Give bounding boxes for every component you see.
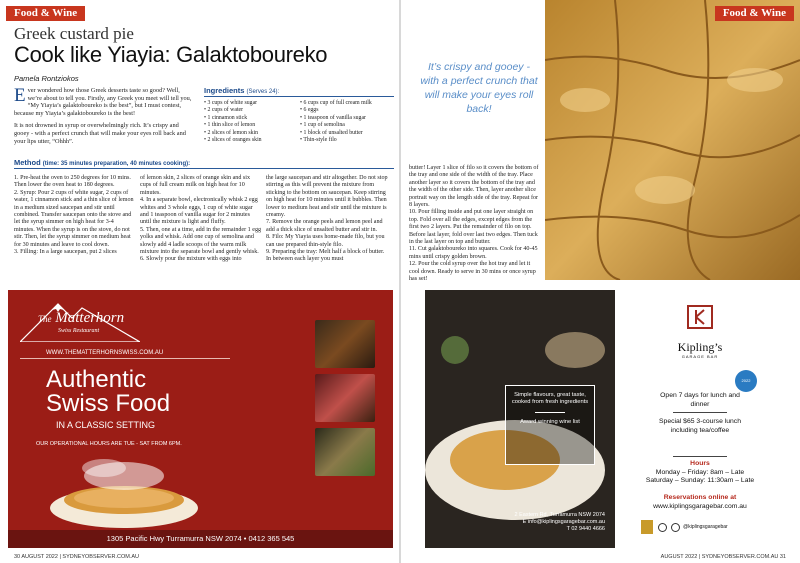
hours-weekend: Saturday – Sunday: 11:30am – Late bbox=[645, 477, 755, 484]
matterhorn-ad[interactable] bbox=[8, 290, 393, 548]
social-handle[interactable]: @kiplingsgaragebar bbox=[683, 524, 728, 530]
divider bbox=[673, 456, 727, 457]
galaktoboureko-photo bbox=[545, 0, 800, 280]
ingredient-item: • 1 teaspoon of vanilla sugar bbox=[300, 115, 396, 122]
ingredient-item: • Thin-style filo bbox=[300, 137, 396, 144]
kiplings-logo-icon bbox=[670, 304, 730, 344]
matterhorn-url[interactable]: WWW.THEMATTERHORNSWISS.COM.AU bbox=[46, 350, 164, 356]
kiplings-special: Special $65 3-course lunch including tea/coffee bbox=[659, 418, 741, 434]
hours-weekday: Monday – Friday: 8am – Late bbox=[655, 468, 745, 476]
ingredient-item: • 6 cups cup of full cream milk bbox=[300, 100, 396, 107]
kiplings-name: Kipling’s bbox=[677, 340, 723, 354]
divider bbox=[673, 412, 727, 413]
intro-paragraph bbox=[14, 87, 194, 117]
drop-cap: E bbox=[14, 85, 26, 106]
matterhorn-photos bbox=[315, 320, 375, 482]
ingredients-serves: (Serves 24): bbox=[246, 89, 280, 95]
kiplings-footer bbox=[641, 520, 771, 534]
ingredient-item: • 1 cup of semolina bbox=[300, 122, 396, 129]
ingredient-item: • 6 eggs bbox=[300, 107, 396, 114]
page-folio: 30 AUGUST 2022 | SYDNEYOBSERVER.COM.AU bbox=[14, 554, 140, 560]
intro-paragraph-2: It is not drowned in syrup or overwhelmingly rich. It’s crispy and gooey - with a perfect crunch that will make your eyes roll back and your lips utter, “Ohhh”. bbox=[14, 122, 186, 145]
left-page bbox=[0, 0, 399, 563]
ingredient-item: • 3 cups of white sugar bbox=[204, 100, 299, 107]
headline-line-1: Authentic bbox=[46, 366, 147, 393]
divider bbox=[535, 412, 565, 413]
instagram-icon[interactable] bbox=[671, 523, 680, 532]
section-tag: Food & Wine bbox=[715, 6, 794, 21]
kiplings-phone[interactable]: T 02 9440 4666 bbox=[566, 526, 605, 532]
intro-p1: ver wondered how those Greek desserts taste so good? Well, we’re about to tell you. Firstly, any Greek you meet will tell you, “My Yiayia’s galaktoboureko is the best”, but I must contest, because my Yiayia’s galaktoboureko is the best! bbox=[14, 87, 192, 117]
promo-text-2: Award winning wine list bbox=[520, 419, 580, 425]
method-column: butter! Layer 1 slice of filo so it covers the bottom of the tray and one side of the width of the tray. Place another layer so it covers the bottom of the tray and the width of the other side. Then, layer another slice portrait way on the length side of the tray. Repeat for 8 layers. 10. Pour filling inside and put one layer straight on top. Fold over all the edges, except edges from the first two 2 layers. Put the remainder of filo on top. Before last layer, fold over last two edges. Then tuck in the last layer on top and butter. 11. Cut galaktoboureko into squares. Cook for 40-45 mins until crispy golden brown. 12. Pour the cold syrup over the hot tray and let it cool down. Ready to serve in 30 mins or once syrup has set! bbox=[409, 165, 539, 283]
kiplings-email[interactable]: E info@kiplingsgaragebar.com.au bbox=[522, 519, 605, 525]
method-column: of lemon skin, 2 slices of orange skin and six cups of full cream milk on high heat for 10 minutes. 4. In a separate bowl, electronically whisk 2 egg whites and 3 whole eggs, 1 cup of white sugar and 1 teaspoon of vanilla sugar for 2 minutes until the mixture is light and fluffy. 5. Then, one at a time, add in the remainder 1 egg yolks and whisk. Add one cup of semolina and slowly add 4 ladle scoops of the warm milk mixture into the separate bowl and gently whisk. 6. Slowly pour the mixture with eggs into bbox=[140, 175, 262, 263]
kiplings-promo-box bbox=[505, 385, 595, 465]
hours-title: Hours bbox=[690, 460, 710, 467]
kiplings-contact bbox=[465, 512, 605, 533]
award-badge: 2022 bbox=[735, 370, 757, 392]
facebook-icon[interactable] bbox=[658, 523, 667, 532]
matterhorn-headline bbox=[46, 368, 170, 416]
method-heading bbox=[14, 158, 394, 169]
method-title: Method bbox=[14, 158, 41, 167]
article-subtitle: Greek custard pie bbox=[14, 24, 134, 43]
promo-text: Simple flavours, great taste, cooked from fresh ingredients bbox=[511, 392, 589, 405]
ingredient-item: • 2 slices of lemon skin bbox=[204, 130, 299, 137]
kiplings-sub: GARAGE BAR bbox=[681, 354, 719, 359]
byline: Pamela Rontziokos bbox=[14, 74, 79, 83]
ingredients-title: Ingredients bbox=[204, 86, 245, 95]
kiplings-website[interactable]: www.kiplingsgaragebar.com.au bbox=[653, 502, 747, 510]
kiplings-address: 2 Eastern Rd, Turramurra NSW 2074 bbox=[514, 512, 605, 518]
method-column: 1. Pre-heat the oven to 250 degrees for 10 mins. Then lower the oven heat to 180 degrees. 2. Syrup: Pour 2 cups of white sugar, 2 cups of water, 1 cinnamon stick and a thin slice of lemon in a medium sized saucepan and stir until combined. Transfer saucepan onto the stove and let the syrup simmer on high heat for 3-4 minutes. When the syrup is on the stove, do not stir. Then, let the syrup simmer on medium heat for 30 minutes and leave to cool down. 3. Filling: In a large saucepan, put 2 slices bbox=[14, 175, 134, 256]
pull-quote: It’s crispy and gooey - with a perfect crunch that will make your eyes roll back! bbox=[420, 61, 538, 115]
right-page bbox=[401, 0, 800, 563]
kiplings-reservations bbox=[615, 494, 785, 511]
creme-brulee-image bbox=[44, 458, 204, 530]
ingredient-item: • 1 cinnamon stick bbox=[204, 115, 299, 122]
fondue-photo bbox=[315, 320, 375, 368]
matterhorn-hours: OUR OPERATIONAL HOURS ARE TUE - SAT FROM 6PM. bbox=[36, 441, 182, 447]
page-folio: AUGUST 2022 | SYDNEYOBSERVER.COM.AU 31 bbox=[660, 554, 786, 560]
matterhorn-address: 1305 Pacific Hwy Turramurra NSW 2074 • 0412 365 545 bbox=[8, 530, 393, 548]
ingredient-item: • 1 block of unsalted butter bbox=[300, 130, 396, 137]
kiplings-hours bbox=[615, 460, 785, 486]
trophy-icon bbox=[641, 520, 653, 534]
kiplings-ad-panel[interactable] bbox=[615, 290, 785, 548]
ingredient-item: • 2 cups of water bbox=[204, 107, 299, 114]
kiplings-open: Open 7 days for lunch and dinner bbox=[660, 392, 740, 408]
intro-text bbox=[14, 87, 194, 150]
section-tag: Food & Wine bbox=[6, 6, 85, 21]
matterhorn-setting: IN A CLASSIC SETTING bbox=[56, 420, 156, 430]
matterhorn-logo-text: The Matterhorn bbox=[38, 310, 125, 326]
matterhorn-logo-sub: Swiss Restaurant bbox=[58, 328, 100, 334]
ingredients-list-2 bbox=[300, 100, 396, 144]
ingredients-list-1 bbox=[204, 100, 299, 144]
ingredients-heading bbox=[204, 86, 394, 97]
ingredient-item: • 1 thin slice of lemon bbox=[204, 122, 299, 129]
method-time: (time: 35 minutes preparation, 40 minutes cooking): bbox=[42, 161, 191, 167]
divider bbox=[20, 358, 230, 359]
kiplings-ad-photo[interactable] bbox=[425, 290, 615, 548]
salad-photo bbox=[315, 428, 375, 476]
headline-line-2: Swiss Food bbox=[46, 390, 171, 417]
ingredient-item: • 2 slices of oranges skin bbox=[204, 137, 299, 144]
method-column: the large saucepan and stir altogether. Do not stop stirring as this will prevent the mixture from sticking to the bottom on saucepan. Keep stirring on high heat for 10 minutes until it bubbles. Then lower to medium heat and stir until the mixture is creamy. 7. Remove the orange peels and lemon peel and add a thick slice of unsalted butter and stir in. 8. Filo: My Yiayia uses home-made filo, but you can use prepared thin-style filo. 9. Preparing the tray: Melt half a block of butter. In between each layer you must bbox=[266, 175, 388, 263]
article-title: Cook like Yiayia: Galaktoboureko bbox=[14, 42, 328, 67]
meat-dish-photo bbox=[315, 374, 375, 422]
reservations-label: Reservations online at bbox=[663, 494, 737, 501]
